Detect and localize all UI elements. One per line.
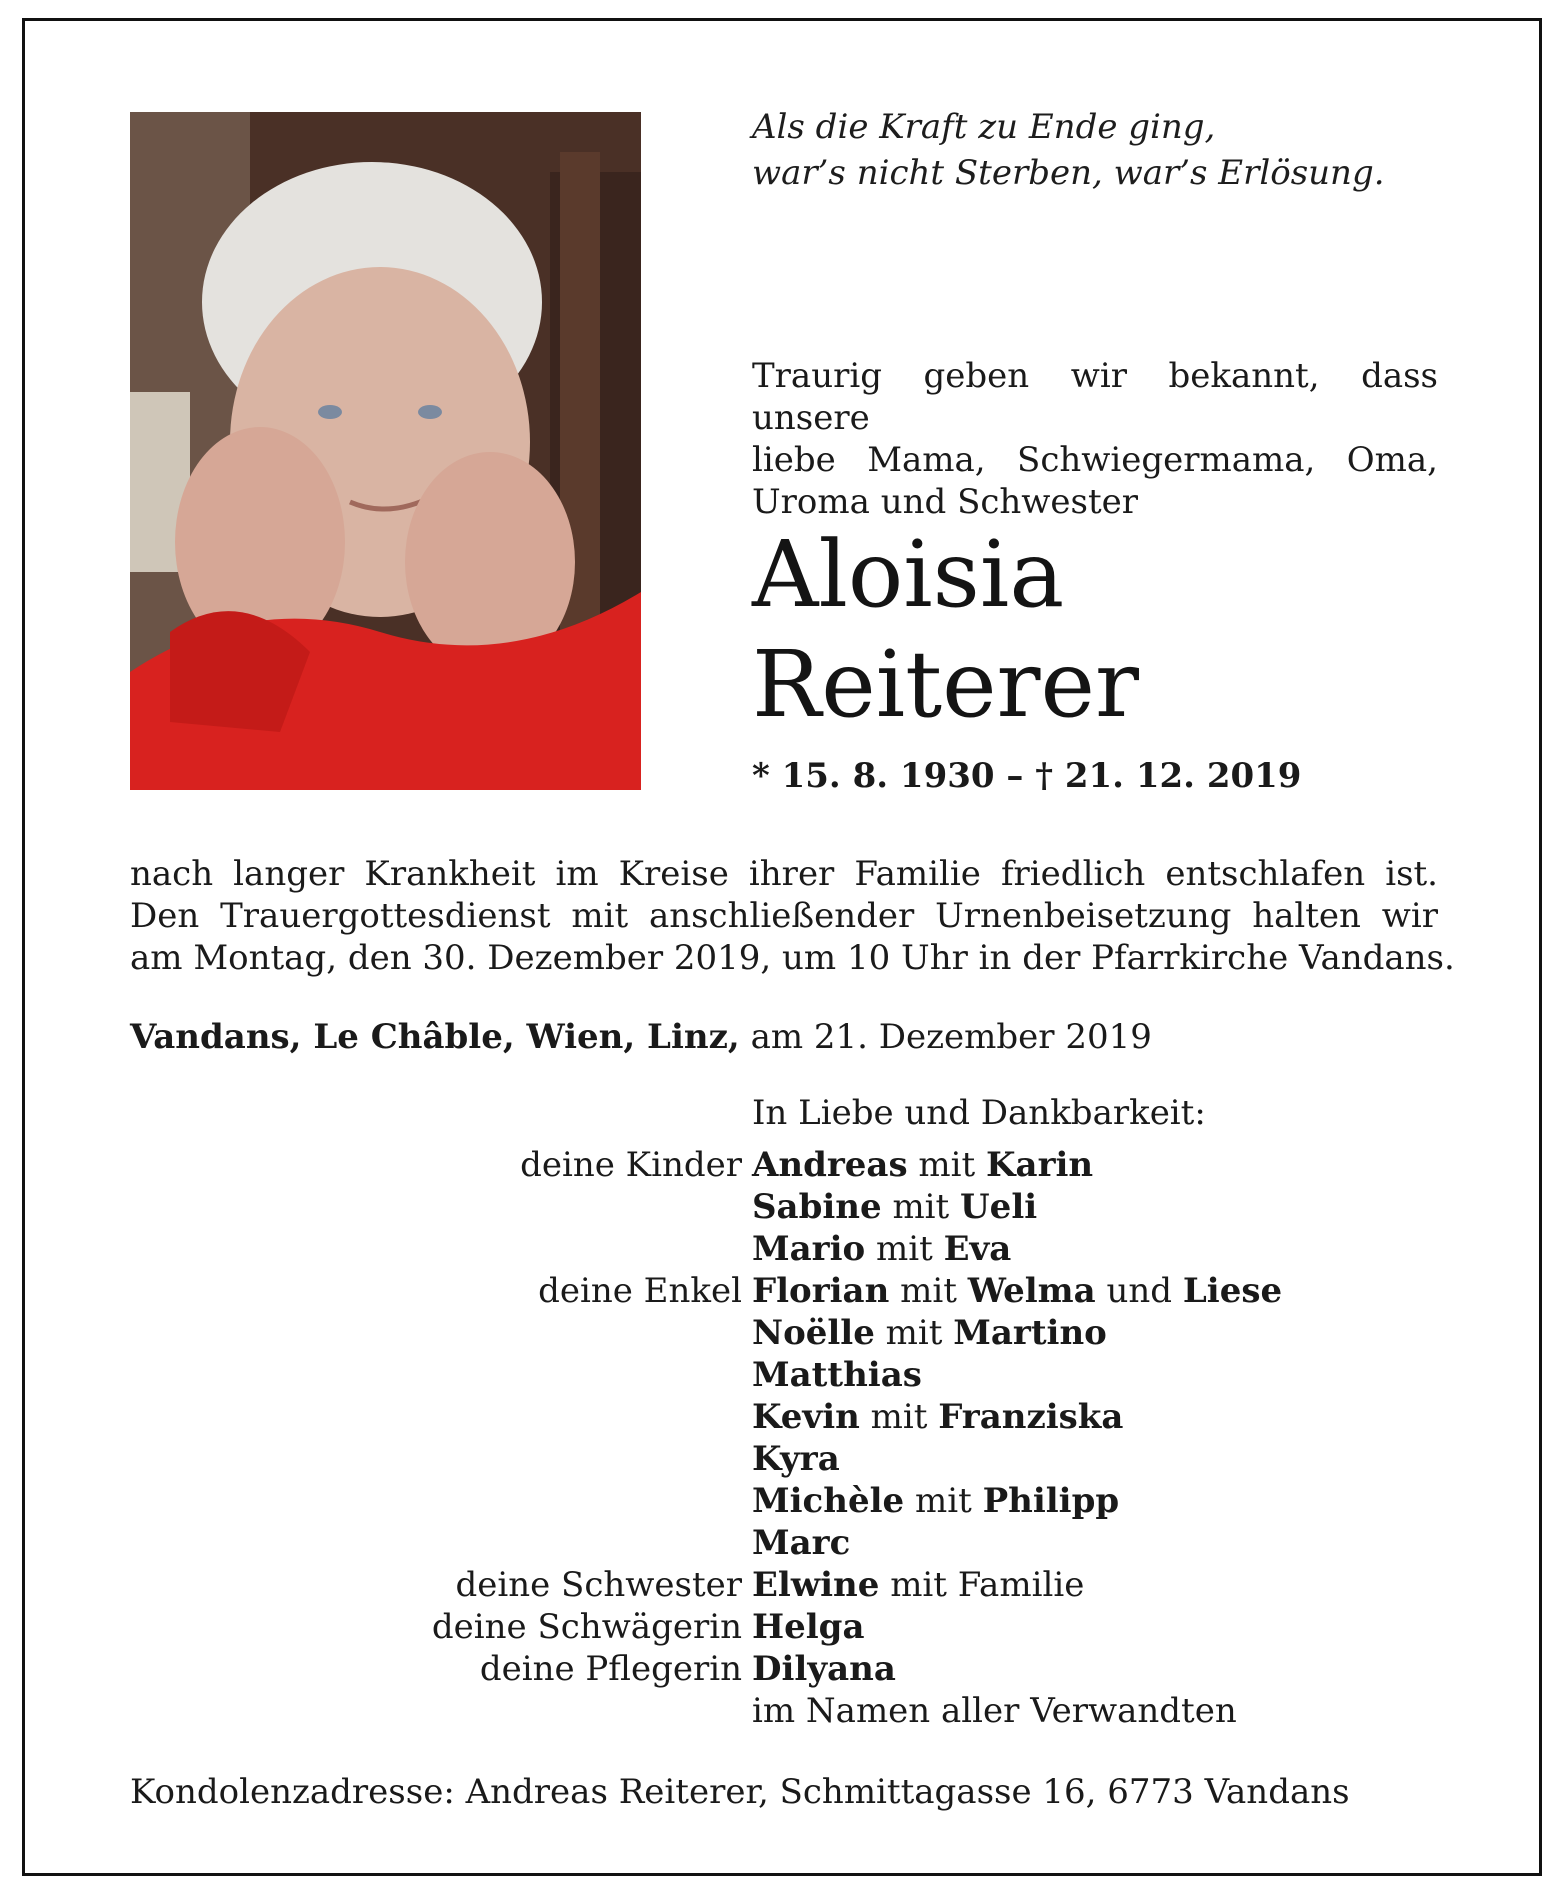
family-row <box>0 1312 1568 1354</box>
family-names: Marc <box>752 1523 851 1563</box>
portrait-photo <box>130 112 641 790</box>
relation-label-pflegerin: deine Pflegerin <box>479 1649 742 1689</box>
intro-line-2: liebe Mama, Schwiegermama, Oma, <box>752 440 1438 480</box>
place-date: am 21. Dezember 2019 <box>750 1017 1152 1057</box>
family-row <box>0 1522 1568 1564</box>
family-names: Kyra <box>752 1439 840 1479</box>
portrait-image <box>130 112 641 790</box>
family-names: Matthias <box>752 1355 922 1395</box>
body-line-3: am Montag, den 30. Dezember 2019, um 10 Uhr in der Pfarrkirche Vandans. <box>130 938 1455 978</box>
family-row <box>0 1480 1568 1522</box>
life-dates: * 15. 8. 1930 – † 21. 12. 2019 <box>752 756 1302 796</box>
family-names: Michèle mit Philipp <box>752 1481 1120 1521</box>
family-names: Helga <box>752 1607 865 1647</box>
family-names: Andreas mit Karin <box>752 1145 1094 1185</box>
motto-quote <box>752 104 1385 196</box>
thanks-line: In Liebe und Dankbarkeit: <box>752 1093 1206 1133</box>
announcement-body <box>130 853 1455 979</box>
family-names: Florian mit Welma und Liese <box>752 1271 1283 1311</box>
family-row <box>0 1690 1568 1732</box>
family-names: Elwine mit Familie <box>752 1565 1085 1605</box>
relation-label-schwaegerin: deine Schwägerin <box>431 1607 742 1647</box>
family-names: Noëlle mit Martino <box>752 1313 1107 1353</box>
relation-label-kinder: deine Kinder <box>520 1145 742 1185</box>
family-row <box>0 1606 1568 1648</box>
relation-label-schwester: deine Schwester <box>455 1565 742 1605</box>
place-locations: Vandans, Le Châble, Wien, Linz, <box>130 1017 740 1057</box>
family-row <box>0 1438 1568 1480</box>
family-list <box>0 1144 1568 1732</box>
announcement-intro <box>752 355 1438 523</box>
family-row <box>0 1354 1568 1396</box>
relation-label-enkel: deine Enkel <box>538 1271 742 1311</box>
body-line-1: nach langer Krankheit im Kreise ihrer Familie friedlich entschlafen ist. <box>130 854 1438 894</box>
motto-line-2: war’s nicht Sterben, war’s Erlösung. <box>752 153 1385 193</box>
condolence-address: Kondolenzadresse: Andreas Reiterer, Schmittagasse 16, 6773 Vandans <box>130 1772 1350 1812</box>
family-row <box>0 1186 1568 1228</box>
family-row <box>0 1648 1568 1690</box>
family-closing: im Namen aller Verwandten <box>752 1691 1237 1731</box>
family-names: Mario mit Eva <box>752 1229 1012 1269</box>
intro-line-3: Uroma und Schwester <box>752 482 1139 522</box>
family-names: Sabine mit Ueli <box>752 1187 1038 1227</box>
deceased-last-name: Reiterer <box>752 631 1139 738</box>
family-row <box>0 1228 1568 1270</box>
motto-line-1: Als die Kraft zu Ende ging, <box>752 107 1216 147</box>
deceased-first-name: Aloisia <box>752 521 1065 628</box>
family-names: Kevin mit Franziska <box>752 1397 1124 1437</box>
family-row <box>0 1396 1568 1438</box>
family-row <box>0 1270 1568 1312</box>
place-and-date <box>130 1017 1152 1057</box>
family-row <box>0 1144 1568 1186</box>
deceased-name <box>752 520 1139 740</box>
family-names: Dilyana <box>752 1649 896 1689</box>
family-row <box>0 1564 1568 1606</box>
body-line-2: Den Trauergottesdienst mit anschließender Urnenbeisetzung halten wir <box>130 896 1438 936</box>
intro-line-1: Traurig geben wir bekannt, dass unsere <box>752 356 1438 438</box>
